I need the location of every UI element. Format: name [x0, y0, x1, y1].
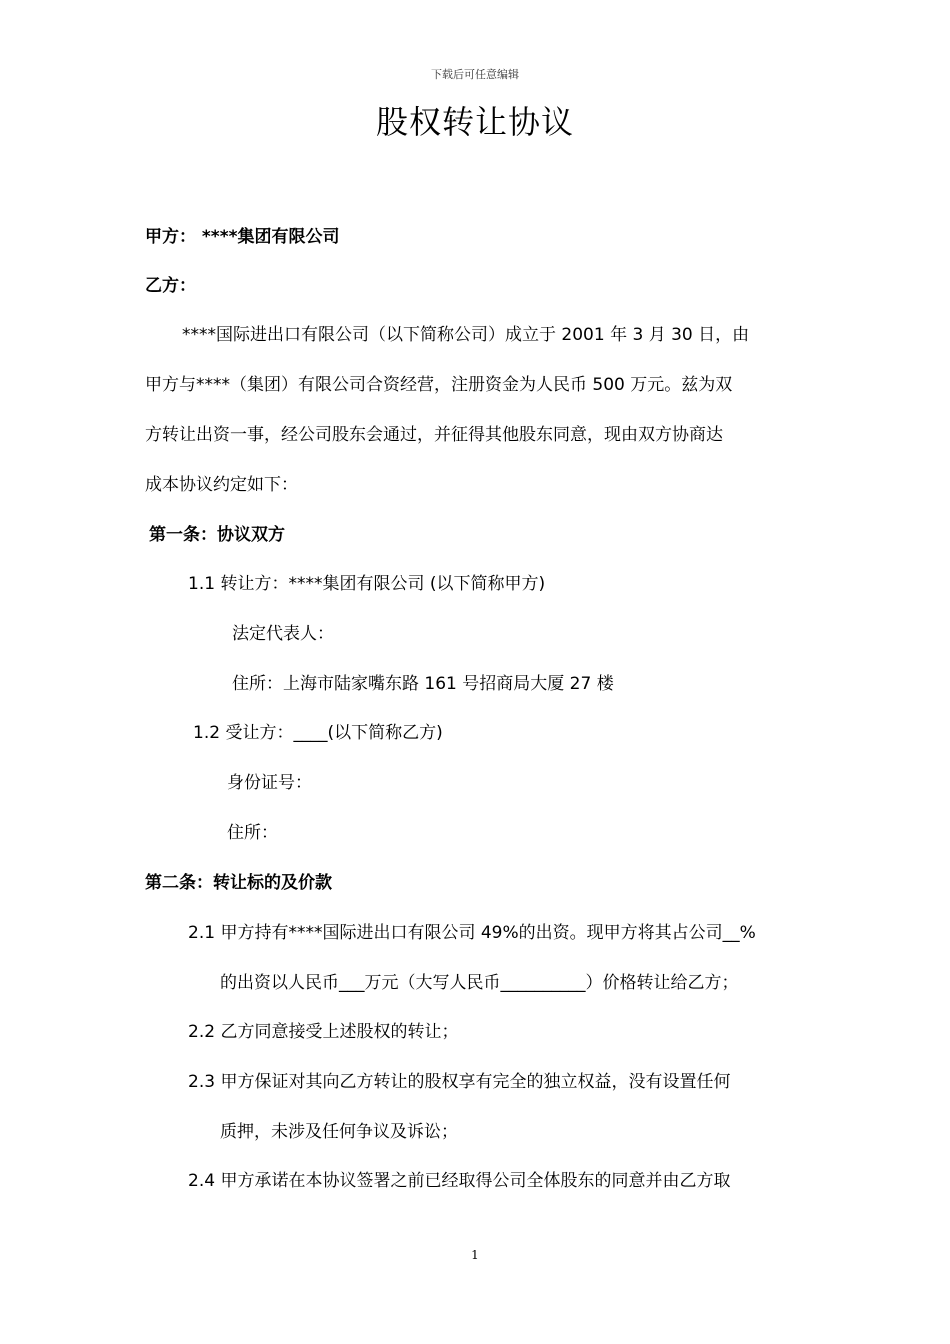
legal-representative: 法定代表人：	[232, 624, 334, 644]
item-2-2: 2.2 乙方同意接受上述股权的转让；	[188, 1022, 459, 1042]
party-a-line: 甲方： ****集团有限公司	[145, 227, 340, 247]
item-2-1-line-1: 2.1 甲方持有****国际进出口有限公司 49%的出资。现甲方将其占公司__%	[188, 923, 756, 943]
party-b-line: 乙方：	[145, 276, 196, 296]
item-1-1: 1.1 转让方：****集团有限公司 (以下简称甲方)	[188, 574, 546, 594]
document-title: 股权转让协议	[375, 103, 574, 141]
address-party-b: 住所：	[227, 823, 278, 843]
header-note: 下载后可任意编辑	[431, 68, 519, 81]
item-1-2: 1.2 受让方：____(以下简称乙方)	[193, 723, 443, 743]
intro-line-4: 成本协议约定如下：	[145, 475, 298, 495]
intro-line-3: 方转让出资一事，经公司股东会通过，并征得其他股东同意，现由双方协商达	[145, 425, 723, 445]
item-2-4-line-1: 2.4 甲方承诺在本协议签署之前已经取得公司全体股东的同意并由乙方取	[188, 1171, 731, 1191]
address-party-a: 住所：上海市陆家嘴东路 161 号招商局大厦 27 楼	[232, 674, 614, 694]
id-number: 身份证号：	[227, 773, 312, 793]
article-1-heading: 第一条：协议双方	[149, 525, 285, 545]
article-2-heading: 第二条：转让标的及价款	[145, 873, 332, 893]
intro-line-2: 甲方与****（集团）有限公司合资经营，注册资金为人民币 500 万元。兹为双	[145, 375, 733, 395]
item-2-1-line-2: 的出资以人民币___万元（大写人民币__________）价格转让给乙方；	[220, 973, 739, 993]
item-2-3-line-2: 质押，未涉及任何争议及诉讼；	[220, 1122, 458, 1142]
page-number: 1	[471, 1248, 479, 1262]
intro-line-1: ****国际进出口有限公司（以下简称公司）成立于 2001 年 3 月 30 日，由	[182, 325, 750, 345]
item-2-3-line-1: 2.3 甲方保证对其向乙方转让的股权享有完全的独立权益，没有设置任何	[188, 1072, 731, 1092]
